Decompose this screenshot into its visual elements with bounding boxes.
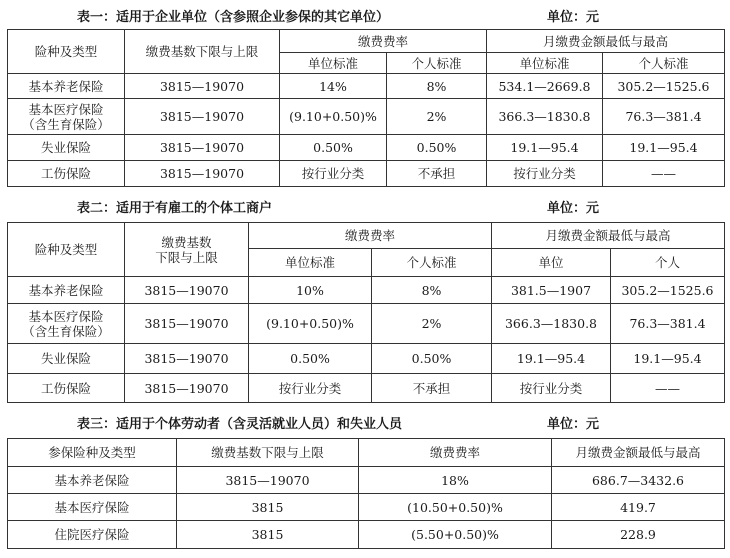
table-row — [8, 277, 725, 304]
t1-row1-amt-person: 305.2—1525.6 — [603, 74, 725, 99]
table-row — [8, 374, 725, 403]
t2-row4-amt-unit: 按行业分类 — [492, 374, 611, 403]
t3-row2-base: 3815 — [177, 494, 359, 521]
table3-unit: 单位：元 — [547, 417, 600, 432]
t3-row1-amount: 686.7—3432.6 — [552, 467, 725, 494]
t2-header-base-line2: 下限与上限 — [155, 249, 218, 265]
t2-header-base-line1: 缴费基数 — [161, 234, 212, 250]
t2-row1-amt-unit: 381.5—1907 — [492, 277, 611, 304]
t2-row2-type-line1: 基本医疗保险 — [28, 308, 104, 324]
t2-header-base — [125, 223, 249, 277]
t1-row2-type — [8, 99, 125, 135]
t1-header-rate: 缴费费率 — [280, 30, 487, 53]
t1-row4-rate-unit: 按行业分类 — [280, 161, 387, 187]
t2-row4-type: 工伤保险 — [8, 374, 125, 403]
t1-row2-base: 3815—19070 — [125, 99, 280, 135]
t2-header-amount: 月缴费金额最低与最高 — [492, 223, 725, 249]
t3-row1-type: 基本养老保险 — [8, 467, 177, 494]
t2-row2-type — [8, 304, 125, 344]
t3-row2-amount: 419.7 — [552, 494, 725, 521]
t2-row1-type: 基本养老保险 — [8, 277, 125, 304]
t2-row3-amt-person: 19.1—95.4 — [611, 344, 725, 374]
t1-row4-type: 工伤保险 — [8, 161, 125, 187]
table-row — [8, 74, 725, 99]
t1-row3-rate-unit: 0.50% — [280, 135, 387, 161]
table1-title: 表一：适用于企业单位（含参照企业参保的其它单位） — [77, 10, 390, 25]
t2-row1-rate-unit: 10% — [249, 277, 372, 304]
t1-header-rate-unit: 单位标准 — [280, 53, 387, 74]
t1-header-amt-person: 个人标准 — [603, 53, 725, 74]
t3-row1-rate: 18% — [359, 467, 552, 494]
t2-row2-rate-unit: (9.10+0.50)% — [249, 304, 372, 344]
t1-row4-rate-person: 不承担 — [387, 161, 487, 187]
t2-row1-amt-person: 305.2—1525.6 — [611, 277, 725, 304]
t1-row1-rate-person: 8% — [387, 74, 487, 99]
t1-header-rate-person: 个人标准 — [387, 53, 487, 74]
t2-row3-rate-person: 0.50% — [372, 344, 492, 374]
t2-row3-rate-unit: 0.50% — [249, 344, 372, 374]
table2-title: 表二：适用于有雇工的个体工商户 — [77, 201, 273, 216]
table1-unit: 单位：元 — [547, 10, 600, 25]
t3-header-rate: 缴费费率 — [359, 439, 552, 467]
t1-row2-type-line1: 基本医疗保险 — [28, 101, 104, 117]
t1-header-type: 险种及类型 — [8, 30, 125, 74]
t1-row4-base: 3815—19070 — [125, 161, 280, 187]
t1-row2-amt-unit: 366.3—1830.8 — [487, 99, 603, 135]
table2 — [7, 222, 725, 403]
t2-row4-rate-person: 不承担 — [372, 374, 492, 403]
t1-row3-type: 失业保险 — [8, 135, 125, 161]
t2-header-rate: 缴费费率 — [249, 223, 492, 249]
t1-header-base: 缴费基数下限与上限 — [125, 30, 280, 74]
t1-row1-rate-unit: 14% — [280, 74, 387, 99]
t2-row4-amt-person: —— — [611, 374, 725, 403]
t3-row3-type: 住院医疗保险 — [8, 521, 177, 549]
t2-header-amt-unit: 单位 — [492, 249, 611, 277]
t1-row4-amt-unit: 按行业分类 — [487, 161, 603, 187]
table3-title: 表三：适用于个体劳动者（含灵活就业人员）和失业人员 — [77, 417, 403, 432]
table-row — [8, 521, 725, 549]
t2-header-type: 险种及类型 — [8, 223, 125, 277]
t1-header-amount: 月缴费金额最低与最高 — [487, 30, 725, 53]
t1-row2-type-line2: （含生育保险） — [22, 116, 110, 132]
t2-row2-type-line2: （含生育保险） — [22, 323, 110, 339]
t3-header-amount: 月缴费金额最低与最高 — [552, 439, 725, 467]
t2-row2-rate-person: 2% — [372, 304, 492, 344]
t2-row2-amt-unit: 366.3—1830.8 — [492, 304, 611, 344]
table-row — [8, 494, 725, 521]
table-row — [8, 304, 725, 344]
t1-row2-rate-person: 2% — [387, 99, 487, 135]
t1-row3-rate-person: 0.50% — [387, 135, 487, 161]
t3-header-base: 缴费基数下限与上限 — [177, 439, 359, 467]
table-row — [8, 161, 725, 187]
t2-row1-base: 3815—19070 — [125, 277, 249, 304]
t3-row2-rate: (10.50+0.50)% — [359, 494, 552, 521]
table-row — [8, 135, 725, 161]
t1-row2-amt-person: 76.3—381.4 — [603, 99, 725, 135]
t3-row2-type: 基本医疗保险 — [8, 494, 177, 521]
t2-row4-base: 3815—19070 — [125, 374, 249, 403]
t1-row3-amt-unit: 19.1—95.4 — [487, 135, 603, 161]
t2-header-rate-person: 个人标准 — [372, 249, 492, 277]
table1 — [7, 29, 725, 187]
table3 — [7, 438, 725, 549]
table-row — [8, 99, 725, 135]
t1-row1-type: 基本养老保险 — [8, 74, 125, 99]
t1-row2-rate-unit: (9.10+0.50)% — [280, 99, 387, 135]
table-row — [8, 467, 725, 494]
t1-row1-amt-unit: 534.1—2669.8 — [487, 74, 603, 99]
t2-header-rate-unit: 单位标准 — [249, 249, 372, 277]
t1-row3-base: 3815—19070 — [125, 135, 280, 161]
t2-header-amt-person: 个人 — [611, 249, 725, 277]
t3-row1-base: 3815—19070 — [177, 467, 359, 494]
t2-row3-base: 3815—19070 — [125, 344, 249, 374]
table2-unit: 单位：元 — [547, 201, 600, 216]
t3-header-type: 参保险种及类型 — [8, 439, 177, 467]
t2-row2-base: 3815—19070 — [125, 304, 249, 344]
t2-row2-amt-person: 76.3—381.4 — [611, 304, 725, 344]
t3-row3-amount: 228.9 — [552, 521, 725, 549]
t2-row3-amt-unit: 19.1—95.4 — [492, 344, 611, 374]
t1-row3-amt-person: 19.1—95.4 — [603, 135, 725, 161]
t1-row4-amt-person: —— — [603, 161, 725, 187]
t3-row3-rate: (5.50+0.50)% — [359, 521, 552, 549]
t1-row1-base: 3815—19070 — [125, 74, 280, 99]
t2-row1-rate-person: 8% — [372, 277, 492, 304]
t1-header-amt-unit: 单位标准 — [487, 53, 603, 74]
t2-row4-rate-unit: 按行业分类 — [249, 374, 372, 403]
table-row — [8, 344, 725, 374]
t2-row3-type: 失业保险 — [8, 344, 125, 374]
t3-row3-base: 3815 — [177, 521, 359, 549]
